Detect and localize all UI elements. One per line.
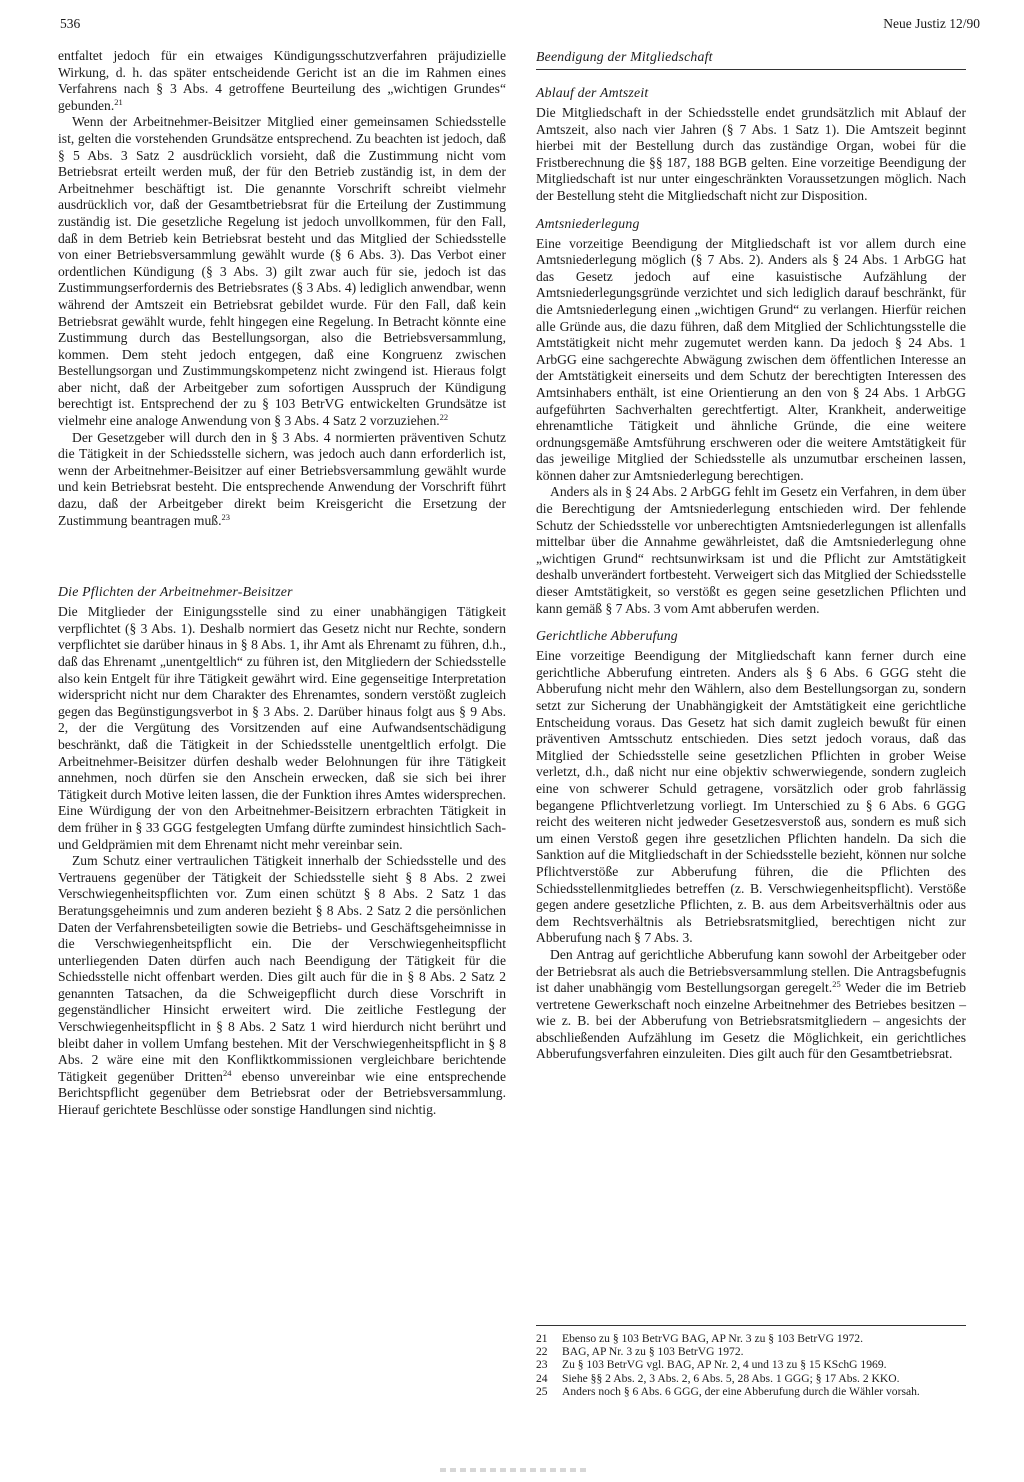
footnote-ref[interactable]: 25 [832,979,841,990]
footnote-ref[interactable]: 22 [439,412,449,423]
subheading-amtsniederlegung: Amtsniederlegung [536,215,640,231]
page-number: 536 [60,16,81,31]
paragraph: Die Mitglieder der Einigungsstelle sind zu einer unabhängigen Tätigkeit verpflichtet (§ 3 Abs. 1). Deshalb normiert das Gesetz nicht nur Rechte, sondern verpflichtet sie darüber hinaus in § 8 Abs. 1, ihr Amt als Ehrenamt zu führen, d.h., daß das Ehrenamt „unentgeltlich“ zu führen ist, den Mitgliedern der Schiedsstelle also kein Entgelt für ihre Tätigkeit gewährt wird. Eine gegenseitige Interpretation widerspricht nicht nur dem Charakter des Ehrenamtes, sondern verstößt zugleich gegen das Begünstigungsverbot in § 3 Abs. 2. Darüber hinaus folgt aus § 9 Abs. 2, der die Vergütung des Vorsitzenden auf eine Aufwandsentschädigung beschränkt, daß die Tätigkeit in der Schiedsstelle unentgeltlich erfolgt. Die Arbeitnehmer-Beisitzer dürfen deshalb weder Belohnungen für ihre Tätigkeit annehmen, noch dürfen sie den Anschein erwecken, daß sie sich bei ihrer Tätigkeit durch Motive leiten lassen, die der Funktion ihres Amtes widersprechen. Eine Würdigung der von den Arbeitnehmer-Beisitzern erbrachten Tätigkeit in dem früher in § 33 GGG festgelegten Umfang dürfte zumindest hinsichtlich Sach- und Geldprämien mit dem Ehrenamt nicht mehr vereinbar sein. [58,604,506,852]
footnote-item [536,1358,966,1371]
footnote-ref[interactable]: 23 [221,511,230,522]
footnote-item [536,1345,966,1358]
paragraph: Den Antrag auf gerichtliche Abberufung kann sowohl der Arbeitgeber oder der Betriebsrat als auch die Betriebsversammlung stellen. Die Antragsbefugnis ist daher unabhängig vom Bestellungsorgan geregelt.$^{25}$ Weder die im Betrieb vertretene Gewerkschaft noch einzelne Arbeitnehmer des Betriebes besitzen – wie z. B. bei der Abberufung von Betriebsratsmitgliedern – angesichts der abschließenden Aufzählung im Gesetz die Möglichkeit, ein gerichtliches Abberufungsverfahren einzuleiten. Dies gilt auch für den Gesamtbetriebsrat. [536,946,966,1062]
paragraph: Anders als in § 24 Abs. 2 ArbGG fehlt im Gesetz ein Verfahren, in dem über die Berechtigung der Amtsniederlegung entschieden wird. Der fehlende Schutz der Schiedsstelle vor unberechtigten Amtsniederlegungen ist allenfalls mittelbar über die Annahme gewährleistet, daß die Amtsniederlegung ohne „wichtigen Grund“ rechtsunwirksam ist und die Pflicht zur Amtstätigkeit deshalb unverändert fortbesteht. Verweigert sich das Mitglied der Schiedsstelle dieser Amtstätigkeit, so verstößt es gegen seine gesetzlichen Pflichten und kann gemäß § 7 Abs. 3 vom Amt abberufen werden. [536,484,966,616]
footnote-text: BAG, AP Nr. 3 zu § 103 BetrVG 1972. [562,1345,744,1359]
scan-artifact [440,1468,590,1472]
footnote-number: 21 [536,1332,548,1345]
footnote-item [536,1372,966,1385]
left-column [58,48,506,1119]
paragraph: Wenn der Arbeitnehmer-Beisitzer Mitglied einer gemeinsamen Schiedsstelle ist, gelten die vorstehenden Grundsätze entsprechend. Zu beachten ist jedoch, daß § 5 Abs. 3 Satz 2 ausdrücklich vorsieht, daß die Zustimmung nicht vom Betriebsrat erteilt werden muß, der für den Betrieb zuständig ist, in dem der Arbeitnehmer beschäftigt ist. Die genannte Vorschrift schreibt vielmehr ausdrücklich vor, daß der Gesamtbetriebsrat für die Erteilung der Zustimmung zuständig ist. Die gesetzliche Regelung ist jedoch unvollkommen, für den Fall, daß in dem Betrieb kein Betriebsrat besteht und das Mitglied der Schiedsstelle von einer Betriebsversammlung gewählt wurde (§ 6 Abs. 3). Das Verbot einer ordentlichen Kündigung (§ 3 Abs. 3) gilt zwar auch für sie, jedoch ist das Zustimmungserfordernis des Betriebsrates (§ 3 Abs. 4) lediglich anwendbar, wenn während der Amtszeit ein Betriebsrat gebildet wurde. Für den Fall, daß kein Betriebsrat gewählt wurde, fehlt hingegen eine Regelung. In Betracht könnte eine Zustimmung durch das Bestellungsorgan, also die Betriebsversammlung, kommen. Dem steht jedoch entgegen, daß eine Kongruenz zwischen Bestellungsorgan und Zustimmungskompetenz nicht zwingend ist. Hieraus folgt aber nicht, daß der Arbeitgeber zum sofortigen Ausspruch der Kündigung berechtigt ist. Entsprechend der zu § 103 BetrVG entwickelten Grundsätze ist vielmehr eine analoge Anwendung von § 3 Abs. 4 Satz 2 vorzuziehen.$^{22}$ [58,114,506,429]
footnote-number: 23 [536,1358,548,1372]
paragraph: Die Mitgliedschaft in der Schiedsstelle endet grundsätzlich mit Ablauf der Amtszeit, also nach vier Jahren (§ 7 Abs. 1 Satz 1). Die Amtszeit beginnt hierbei mit der Bestellung durch das zuständige Organ, wobei für die Fristberechnung die §§ 187, 188 BGB gelten. Eine vorzeitige Beendigung der Mitgliedschaft ist nur unter eingeschränkten Voraussetzungen möglich. Nach der Bestellung steht die Mitgliedschaft nicht zur Disposition. [536,105,966,203]
footnote-item [536,1385,966,1398]
footnote-number: 22 [536,1345,548,1359]
footnote-text: Ebenso zu § 103 BetrVG BAG, AP Nr. 3 zu § 103 BetrVG 1972. [562,1332,863,1345]
subheading-abberufung: Gerichtliche Abberufung [536,628,678,644]
footnote-text: Zu § 103 BetrVG vgl. BAG, AP Nr. 2, 4 und 13 zu § 15 KSchG 1969. [562,1358,887,1372]
paragraph: entfaltet jedoch für ein etwaiges Kündigungsschutzverfahren präjudizielle Wirkung, d. h. das später entscheidende Gericht ist an die im Rahmen eines Verfahrens nach § 3 Abs. 4 getroffene Beurteilung des „wichtigen Grundes“ gebunden.$^{21}$ [58,48,506,113]
footnote-number: 24 [536,1371,548,1385]
paragraph: Zum Schutz einer vertraulichen Tätigkeit innerhalb der Schiedsstelle und des Vertrauens gegenüber der Tätigkeit der Schiedsstelle sieht § 8 Abs. 2 zwei Verschwiegenheitspflichten vor. Zum einen schützt § 8 Abs. 2 Satz 1 das Beratungsgeheimnis und zum anderen bezieht § 8 Abs. 2 Satz 2 die persönlichen Daten der Verfahrensbeteiligten sowie die Betriebs- und Geschäftsgeheimnisse in die Verschwiegenheitspflicht ein. Die der Verschwiegenheitspflicht unterliegenden Daten dürfen auch nach Beendigung der Tätigkeit für die Schiedsstelle nicht offenbart werden. Dies gilt auch für die in § 8 Abs. 2 Satz 2 genannten Tatsachen, da die Schweigepflicht durch diese Vorschrift in gegenständlicher Hinsicht erweitert wird. Die zeitliche Festlegung der Verschwiegenheitspflicht in § 8 Abs. 2 Satz 1 wird hierdurch nicht berührt und bleibt daher in vollem Umfang bestehen. Mit der Verschwiegenheitspflicht in § 8 Abs. 2 wäre eine mit den Konfliktkommissionen vergleichbare berichtende Tätigkeit gegenüber Dritten$^{24}$ ebenso unvereinbar wie eine entsprechende Berichtspflicht gegenüber dem Betriebsrat oder der Betriebsversammlung. Hierauf gerichtete Beschlüsse oder sonstige Handlungen sind nichtig. [58,853,506,1118]
paragraph: Eine vorzeitige Beendigung der Mitgliedschaft kann ferner durch eine gerichtliche Abberufung eintreten. Anders als § 6 Abs. 6 GGG steht die Abberufung nicht mehr den Wählern, also dem Bestellungsorgan zu, sondern setzt zur Sicherung der Unabhängigkeit der Amtstätigkeit eine gerichtliche Entscheidung voraus. Das Gesetz hat sich damit zugleich bewußt für einen präventiven Amtsschutz entschieden. Dies setzt jedoch voraus, daß das Mitglied der Schiedsstelle seine gesetzlichen Pflichten in grober Weise verletzt, d.h., daß nicht nur eine objektiv schwerwiegende, sondern zugleich eine von schwerer Schuld getragene, vorsätzlich oder grob fahrlässig begangene Pflichtverletzung vorliegt. Im Unterschied zu § 6 Abs. 6 GGG reicht des weiteren nicht jedweder Gesetzesverstoß aus, sondern es muß sich um einen Verstoß gegen ihre gesetzlichen Pflichten handeln. Da sich die Sanktion auf die Mitgliedschaft in der Schiedsstelle bezieht, können nur solche Pflichtverstöße zur Abberufung führen, die die Pflichten des Schiedsstellenmitgliedes betreffen (z. B. Verschwiegenheitspflicht). Verstöße gegen andere gesetzliche Pflichten, z. B. aus dem Arbeitsverhältnis oder aus dem Rechtsverhältnis als Betriebsratsmitglied, berechtigen nicht zur Abberufung nach § 7 Abs. 3. [536,648,966,946]
footnotes [536,1325,966,1398]
footnote-number: 25 [536,1384,548,1398]
footnote-ref[interactable]: 24 [222,1067,232,1078]
footnote-text: Anders noch § 6 Abs. 6 GGG, der eine Abberufung durch die Wähler vorsah. [562,1384,920,1398]
journal-issue: Neue Justiz 12/90 [883,16,980,31]
right-column [536,48,966,1063]
footnote-item [536,1332,966,1345]
paragraph: Der Gesetzgeber will durch den in § 3 Abs. 4 normierten präventiven Schutz die Tätigkeit in der Schiedsstelle sichern, was jedoch auch dann erforderlich ist, wenn der Arbeitnehmer-Beisitzer auf einer Betriebsversammlung gewählt wurde und kein Betriebsrat besteht. Die entsprechende Anwendung der Vorschrift führt dazu, daß der Arbeitgeber direkt beim Kreisgericht die Ersetzung der Zustimmung beantragen muß.$^{23}$ [58,429,506,528]
paragraph: Eine vorzeitige Beendigung der Mitgliedschaft ist vor allem durch eine Amtsniederlegung möglich (§ 7 Abs. 2). Anders als § 24 Abs. 1 ArbGG hat das Gesetz jedoch auf eine kasuistische Aufzählung der Amtsniederlegungsgründe verzichtet und sich lediglich darauf beschränkt, für die Amtsniederlegung einen „wichtigen Grund“ zu verlangen. Hierfür reichen alle Gründe aus, die dazu führen, daß dem Mitglied der Schlichtungsstelle die Amtstätigkeit nicht mehr zugemutet werden kann. Da jedoch § 24 Abs. 1 ArbGG eine sachgerechte Abwägung zwischen dem öffentlichen Interesse an der Amtstätigkeit einerseits und dem Schutz der berechtigten Interessen des Amtsinhabers enthält, ist eine Orientierung an den von § 24 Abs. 1 ArbGG aufgeführten Sachverhalten gerechtfertigt. Alter, Krankheit, anderweitige ehrenamtliche Tätigkeit und ähnliche Gründe, die eine weitere ordnungsgemäße Amtsführung erschweren oder die weitere Amtstätigkeit für das jeweilige Mitglied der Schiedsstelle als unzumutbar erscheinen lassen, können daher zur Amtsniederlegung berechtigen. [536,235,966,483]
section-heading-pflichten: Die Pflichten der Arbeitnehmer-Beisitzer [58,584,293,600]
subheading-ablauf: Ablauf der Amtszeit [536,85,649,100]
footnote-ref[interactable]: 21 [114,96,123,107]
footnote-text: Siehe §§ 2 Abs. 2, 3 Abs. 2, 6 Abs. 5, 28 Abs. 1 GGG; § 17 Abs. 2 KKO. [562,1371,900,1385]
section-title: Beendigung der Mitgliedschaft [536,48,966,70]
